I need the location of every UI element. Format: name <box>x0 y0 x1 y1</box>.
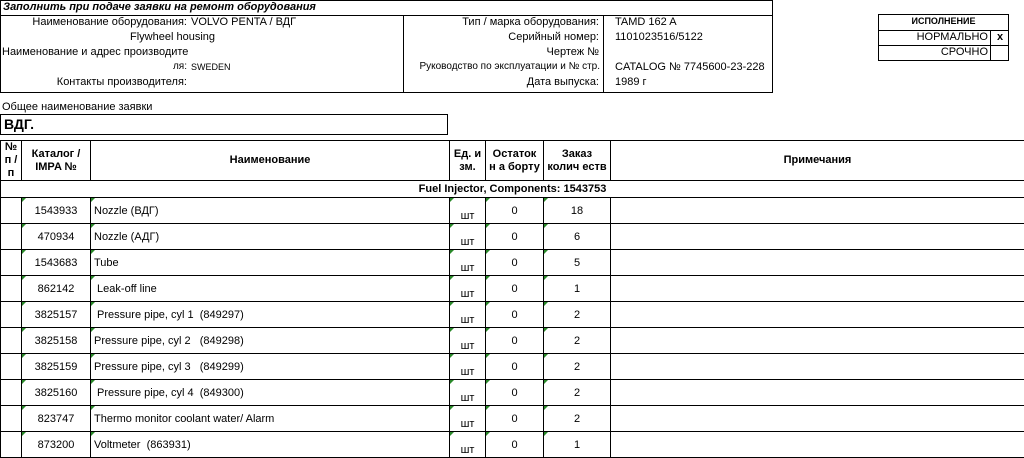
cell-unit-text: шт <box>461 288 475 300</box>
cell-notes[interactable] <box>611 250 1024 276</box>
table-row <box>1 250 1024 276</box>
cell-num <box>1 198 22 224</box>
manual-label: Руководство по эксплуатации и № стр. <box>404 61 600 76</box>
comment-marker-icon <box>544 224 548 228</box>
cell-num <box>1 302 22 328</box>
cell-name[interactable] <box>91 224 450 250</box>
table-row <box>1 276 1024 302</box>
cell-catalog[interactable] <box>22 380 91 406</box>
cell-catalog[interactable] <box>22 198 91 224</box>
cell-name-text: Leak-off line <box>94 283 157 295</box>
cell-unit-text: шт <box>461 210 475 222</box>
cell-unit[interactable] <box>450 198 486 224</box>
comment-marker-icon <box>91 432 95 436</box>
cell-stock-text: 0 <box>511 413 517 425</box>
table-row <box>1 328 1024 354</box>
comment-marker-icon <box>450 432 454 436</box>
cell-stock[interactable] <box>486 328 544 354</box>
header-name: Наименование <box>91 141 450 181</box>
header-stock: Остаток н а борту <box>486 141 544 181</box>
general-request-value: ВДГ. <box>4 115 204 134</box>
cell-catalog[interactable] <box>22 328 91 354</box>
cell-catalog[interactable] <box>22 250 91 276</box>
table-row <box>1 380 1024 406</box>
manufacturer-value[interactable]: SWEDEN <box>191 62 311 77</box>
cell-unit-text: шт <box>461 236 475 248</box>
comment-marker-icon <box>22 276 26 280</box>
cell-stock[interactable] <box>486 406 544 432</box>
comment-marker-icon <box>544 250 548 254</box>
cell-order[interactable] <box>544 354 611 380</box>
date-value[interactable]: 1989 г <box>615 76 770 91</box>
equipment-name-value[interactable]: VOLVO PENTA / ВДГ <box>191 16 401 31</box>
comment-marker-icon <box>91 380 95 384</box>
comment-marker-icon <box>450 406 454 410</box>
comment-marker-icon <box>544 198 548 202</box>
cell-notes[interactable] <box>611 302 1024 328</box>
comment-marker-icon <box>544 328 548 332</box>
cell-unit-text: шт <box>461 418 475 430</box>
equipment-type-value[interactable]: TAMD 162 A <box>615 16 770 31</box>
cell-stock-text: 0 <box>511 309 517 321</box>
cell-catalog-text: 1543683 <box>35 257 78 269</box>
cell-num <box>1 380 22 406</box>
cell-notes[interactable] <box>611 406 1024 432</box>
cell-num <box>1 432 22 458</box>
comment-marker-icon <box>91 354 95 358</box>
comment-marker-icon <box>544 406 548 410</box>
cell-unit[interactable] <box>450 406 486 432</box>
cell-order-text: 18 <box>571 205 583 217</box>
cell-stock[interactable] <box>486 432 544 458</box>
cell-stock[interactable] <box>486 302 544 328</box>
cell-catalog[interactable] <box>22 354 91 380</box>
cell-num <box>1 406 22 432</box>
cell-order-text: 2 <box>574 413 580 425</box>
cell-stock-text: 0 <box>511 439 517 451</box>
comment-marker-icon <box>486 224 490 228</box>
cell-unit-text: шт <box>461 444 475 456</box>
cell-name-text: Pressure pipe, cyl 1 (849297) <box>94 309 244 321</box>
cell-order[interactable] <box>544 198 611 224</box>
cell-stock[interactable] <box>486 198 544 224</box>
cell-name[interactable] <box>91 276 450 302</box>
cell-catalog-text: 823747 <box>38 413 75 425</box>
equipment-sub-value[interactable]: Flywheel housing <box>0 31 215 46</box>
equipment-name-label: Наименование оборудования: <box>0 16 187 31</box>
cell-name[interactable] <box>91 406 450 432</box>
cell-order[interactable] <box>544 380 611 406</box>
comment-marker-icon <box>450 250 454 254</box>
cell-catalog[interactable] <box>22 406 91 432</box>
manufacturer-label: Наименование и адрес производите <box>2 46 217 61</box>
cell-unit-text: шт <box>461 366 475 378</box>
cell-stock[interactable] <box>486 224 544 250</box>
comment-marker-icon <box>450 224 454 228</box>
comment-marker-icon <box>486 380 490 384</box>
comment-marker-icon <box>486 302 490 306</box>
cell-num <box>1 224 22 250</box>
cell-name[interactable] <box>91 328 450 354</box>
general-request-label: Общее наименование заявки <box>2 101 252 114</box>
serial-value[interactable]: 1101023516/5122 <box>615 31 770 46</box>
cell-stock-text: 0 <box>511 257 517 269</box>
comment-marker-icon <box>450 198 454 202</box>
execution-urgent-checkbox[interactable] <box>991 46 1009 60</box>
cell-name[interactable] <box>91 198 450 224</box>
cell-catalog[interactable] <box>22 432 91 458</box>
equipment-type-label: Тип / марка оборудования: <box>404 16 599 31</box>
header-order: Заказ колич еств <box>544 141 611 181</box>
execution-title: ИСПОЛНЕНИЕ <box>878 16 1009 30</box>
manufacturer-label-cont: ля: <box>0 61 187 76</box>
execution-urgent-label: СРОЧНО <box>878 46 988 60</box>
table-row <box>1 354 1024 380</box>
comment-marker-icon <box>544 302 548 306</box>
table-row <box>1 432 1024 458</box>
execution-normal-label: НОРМАЛЬНО <box>878 31 988 45</box>
cell-name[interactable] <box>91 354 450 380</box>
cell-catalog[interactable] <box>22 224 91 250</box>
table-row <box>1 198 1024 224</box>
form-instruction: Заполнить при подаче заявки на ремонт оборудования <box>3 1 403 15</box>
cell-order[interactable] <box>544 328 611 354</box>
cell-notes[interactable] <box>611 224 1024 250</box>
cell-unit-text: шт <box>461 262 475 274</box>
cell-order-text: 2 <box>574 387 580 399</box>
comment-marker-icon <box>486 250 490 254</box>
cell-catalog-text: 3825160 <box>35 387 78 399</box>
comment-marker-icon <box>91 224 95 228</box>
cell-unit[interactable] <box>450 432 486 458</box>
cell-name-text: Pressure pipe, cyl 4 (849300) <box>94 387 244 399</box>
cell-stock-text: 0 <box>511 283 517 295</box>
comment-marker-icon <box>450 354 454 358</box>
cell-num <box>1 354 22 380</box>
cell-stock-text: 0 <box>511 231 517 243</box>
table-row <box>1 224 1024 250</box>
cell-num <box>1 276 22 302</box>
date-label: Дата выпуска: <box>404 76 599 91</box>
cell-unit-text: шт <box>461 340 475 352</box>
cell-catalog-text: 3825158 <box>35 335 78 347</box>
comment-marker-icon <box>544 276 548 280</box>
cell-unit[interactable] <box>450 328 486 354</box>
serial-label: Серийный номер: <box>404 31 599 46</box>
comment-marker-icon <box>486 198 490 202</box>
cell-catalog-text: 3825159 <box>35 361 78 373</box>
comment-marker-icon <box>486 276 490 280</box>
cell-notes[interactable] <box>611 198 1024 224</box>
comment-marker-icon <box>91 406 95 410</box>
comment-marker-icon <box>91 276 95 280</box>
cell-stock-text: 0 <box>511 205 517 217</box>
cell-catalog-text: 470934 <box>38 231 75 243</box>
cell-notes[interactable] <box>611 328 1024 354</box>
cell-unit[interactable] <box>450 250 486 276</box>
table-row <box>1 302 1024 328</box>
cell-unit[interactable] <box>450 302 486 328</box>
comment-marker-icon <box>22 224 26 228</box>
cell-catalog-text: 862142 <box>38 283 75 295</box>
cell-stock[interactable] <box>486 354 544 380</box>
cell-name-text: Voltmeter (863931) <box>94 439 191 451</box>
cell-order[interactable] <box>544 432 611 458</box>
cell-name-text: Tube <box>94 257 119 269</box>
cell-order-text: 1 <box>574 439 580 451</box>
cell-order[interactable] <box>544 302 611 328</box>
cell-name[interactable] <box>91 432 450 458</box>
cell-order-text: 2 <box>574 361 580 373</box>
comment-marker-icon <box>450 276 454 280</box>
cell-name[interactable] <box>91 250 450 276</box>
comment-marker-icon <box>486 328 490 332</box>
comment-marker-icon <box>544 354 548 358</box>
comment-marker-icon <box>450 302 454 306</box>
comment-marker-icon <box>486 354 490 358</box>
cell-order[interactable] <box>544 276 611 302</box>
comment-marker-icon <box>22 380 26 384</box>
table-header-row <box>1 141 1024 181</box>
cell-unit-text: шт <box>461 314 475 326</box>
cell-order[interactable] <box>544 406 611 432</box>
comment-marker-icon <box>91 302 95 306</box>
comment-marker-icon <box>450 380 454 384</box>
table-row <box>1 406 1024 432</box>
cell-unit[interactable] <box>450 224 486 250</box>
cell-name-text: Nozzle (ВДГ) <box>94 205 159 217</box>
cell-num <box>1 328 22 354</box>
cell-order[interactable] <box>544 224 611 250</box>
cell-notes[interactable] <box>611 354 1024 380</box>
comment-marker-icon <box>486 406 490 410</box>
comment-marker-icon <box>22 198 26 202</box>
contacts-label: Контакты производителя: <box>0 76 187 91</box>
header-notes: Примечания <box>611 141 1024 181</box>
cell-catalog[interactable] <box>22 302 91 328</box>
cell-unit[interactable] <box>450 276 486 302</box>
cell-notes[interactable] <box>611 380 1024 406</box>
cell-stock-text: 0 <box>511 335 517 347</box>
cell-stock[interactable] <box>486 250 544 276</box>
cell-notes[interactable] <box>611 276 1024 302</box>
comment-marker-icon <box>450 328 454 332</box>
cell-name-text: Pressure pipe, cyl 2 (849298) <box>94 335 244 347</box>
cell-name[interactable] <box>91 302 450 328</box>
cell-num <box>1 250 22 276</box>
cell-unit[interactable] <box>450 354 486 380</box>
comment-marker-icon <box>486 432 490 436</box>
comment-marker-icon <box>22 354 26 358</box>
cell-stock-text: 0 <box>511 387 517 399</box>
cell-name-text: Nozzle (АДГ) <box>94 231 159 243</box>
cell-unit[interactable] <box>450 380 486 406</box>
cell-catalog[interactable] <box>22 276 91 302</box>
comment-marker-icon <box>22 250 26 254</box>
drawing-label: Чертеж № <box>404 46 599 61</box>
cell-catalog-text: 3825157 <box>35 309 78 321</box>
execution-normal-checkbox[interactable]: x <box>991 31 1009 45</box>
manual-value[interactable]: CATALOG № 7745600-23-228 <box>615 61 773 76</box>
comment-marker-icon <box>22 432 26 436</box>
cell-notes[interactable] <box>611 432 1024 458</box>
cell-stock[interactable] <box>486 380 544 406</box>
cell-order-text: 2 <box>574 309 580 321</box>
cell-order-text: 6 <box>574 231 580 243</box>
comment-marker-icon <box>544 432 548 436</box>
header-catalog: Каталог / IMPA № <box>22 141 91 181</box>
cell-order[interactable] <box>544 250 611 276</box>
comment-marker-icon <box>91 328 95 332</box>
comment-marker-icon <box>91 250 95 254</box>
cell-stock-text: 0 <box>511 361 517 373</box>
cell-order-text: 1 <box>574 283 580 295</box>
group-title: Fuel Injector, Components: 1543753 <box>1 181 1024 198</box>
header-num: № п /п <box>1 141 22 181</box>
group-row <box>1 181 1024 198</box>
comment-marker-icon <box>22 328 26 332</box>
comment-marker-icon <box>22 302 26 306</box>
cell-catalog-text: 873200 <box>38 439 75 451</box>
drawing-value[interactable] <box>615 46 770 61</box>
cell-order-text: 5 <box>574 257 580 269</box>
cell-name[interactable] <box>91 380 450 406</box>
cell-unit-text: шт <box>461 392 475 404</box>
cell-catalog-text: 1543933 <box>35 205 78 217</box>
cell-order-text: 2 <box>574 335 580 347</box>
cell-name-text: Pressure pipe, cyl 3 (849299) <box>94 361 244 373</box>
comment-marker-icon <box>544 380 548 384</box>
header-unit: Ед. и зм. <box>450 141 486 181</box>
cell-name-text: Thermo monitor coolant water/ Alarm <box>94 413 274 425</box>
comment-marker-icon <box>22 406 26 410</box>
items-table <box>0 140 1024 458</box>
comment-marker-icon <box>91 198 95 202</box>
cell-stock[interactable] <box>486 276 544 302</box>
